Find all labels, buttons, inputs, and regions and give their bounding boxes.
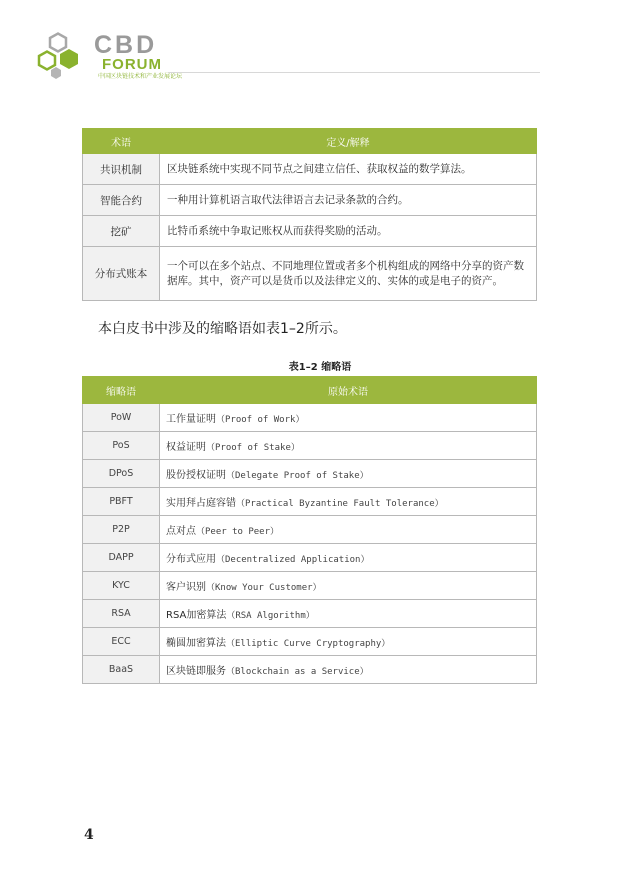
abbreviation-cell: RSA <box>83 600 160 628</box>
abbreviation-cell: KYC <box>83 572 160 600</box>
original-term-en: （Elliptic Curve Cryptography） <box>226 639 391 649</box>
hexagon-cluster-icon <box>36 30 94 80</box>
original-term-cell <box>160 544 537 572</box>
table-row <box>83 460 537 488</box>
original-term-zh: 实用拜占庭容错 <box>166 498 236 509</box>
logo-subtitle: 中国区块链技术和产业发展论坛 <box>98 73 183 80</box>
original-term-en: （Delegate Proof of Stake） <box>226 471 369 481</box>
abbreviation-cell: ECC <box>83 628 160 656</box>
table-row <box>83 628 537 656</box>
original-term-en: （Peer to Peer） <box>196 527 280 537</box>
original-term-cell <box>160 516 537 544</box>
abbreviation-cell: PoW <box>83 404 160 432</box>
term-cell: 共识机制 <box>83 154 160 185</box>
term-cell: 分布式账本 <box>83 247 160 301</box>
table-row <box>83 572 537 600</box>
term-cell: 智能合约 <box>83 185 160 216</box>
original-term-en: （Proof of Stake） <box>206 443 300 453</box>
logo-cbd-text: CBD <box>94 31 158 59</box>
original-term-zh: 股份授权证明 <box>166 470 226 481</box>
original-term-cell <box>160 628 537 656</box>
original-term-zh: 分布式应用 <box>166 554 216 565</box>
original-term-zh: 权益证明 <box>166 442 206 453</box>
original-term-en: （RSA Algorithm） <box>226 611 315 621</box>
table-row <box>83 185 537 216</box>
original-term-cell <box>160 488 537 516</box>
column-header: 定义/解释 <box>160 129 537 154</box>
original-term-cell <box>160 656 537 684</box>
abbreviation-cell: DAPP <box>83 544 160 572</box>
original-term-zh: 椭圆加密算法 <box>166 638 226 649</box>
definition-cell: 一个可以在多个站点、不同地理位置或者多个机构组成的网络中分享的资产数据库。其中，资产可以是货币以及法律定义的、实体的或是电子的资产。 <box>160 247 537 301</box>
abbreviations-table <box>82 376 537 684</box>
table-caption: 表1–2 缩略语 <box>288 362 352 373</box>
cbd-forum-logo <box>36 30 183 80</box>
column-header: 原始术语 <box>160 377 537 404</box>
column-header: 缩略语 <box>83 377 160 404</box>
table-row <box>83 544 537 572</box>
abbreviation-cell: DPoS <box>83 460 160 488</box>
original-term-zh: 区块链即服务 <box>166 666 226 677</box>
abbreviation-cell: BaaS <box>83 656 160 684</box>
table-row <box>83 488 537 516</box>
table-row <box>83 247 537 301</box>
term-cell: 挖矿 <box>83 216 160 247</box>
abbreviation-cell: PoS <box>83 432 160 460</box>
logo-forum-text: FORUM <box>102 56 162 73</box>
original-term-zh: 客户识别 <box>166 582 206 593</box>
abbreviation-cell: PBFT <box>83 488 160 516</box>
table-row <box>83 432 537 460</box>
definition-cell: 一种用计算机语言取代法律语言去记录条款的合约。 <box>160 185 537 216</box>
original-term-zh: RSA加密算法 <box>166 610 227 621</box>
table-row <box>83 404 537 432</box>
table-row <box>83 656 537 684</box>
terms-table <box>82 128 537 301</box>
definition-cell: 比特币系统中争取记账权从而获得奖励的活动。 <box>160 216 537 247</box>
page-number: 4 <box>84 827 94 843</box>
table-header-row <box>83 377 537 404</box>
original-term-zh: 工作量证明 <box>166 414 216 425</box>
table-row <box>83 600 537 628</box>
table-row <box>83 154 537 185</box>
abbreviation-cell: P2P <box>83 516 160 544</box>
table-row <box>83 516 537 544</box>
original-term-en: （Proof of Work） <box>216 415 305 425</box>
header-divider <box>168 72 540 73</box>
column-header: 术语 <box>83 129 160 154</box>
original-term-cell <box>160 432 537 460</box>
table-row <box>83 216 537 247</box>
original-term-en: （Decentralized Application） <box>216 555 370 565</box>
original-term-cell <box>160 404 537 432</box>
original-term-zh: 点对点 <box>166 526 196 537</box>
original-term-cell <box>160 600 537 628</box>
definition-cell: 区块链系统中实现不同节点之间建立信任、获取权益的数学算法。 <box>160 154 537 185</box>
original-term-cell <box>160 572 537 600</box>
intro-paragraph: 本白皮书中涉及的缩略语如表1–2所示。 <box>98 321 347 337</box>
original-term-en: （Blockchain as a Service） <box>226 667 369 677</box>
original-term-en: （Practical Byzantine Fault Tolerance） <box>236 499 444 509</box>
table-header-row <box>83 129 537 154</box>
original-term-en: （Know Your Customer） <box>206 583 322 593</box>
original-term-cell <box>160 460 537 488</box>
